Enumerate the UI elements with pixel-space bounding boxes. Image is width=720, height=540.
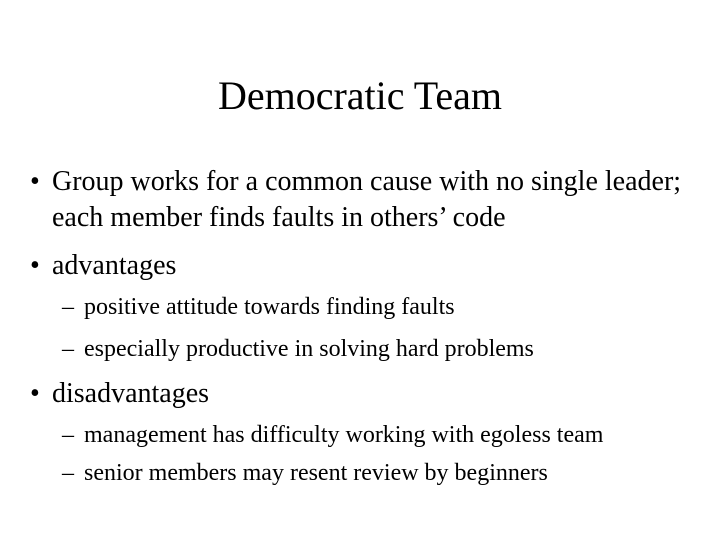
bullet-glyph: • [30, 378, 40, 409]
sub-item-management-difficulty [62, 420, 702, 450]
bullet-glyph: • [30, 166, 40, 197]
sub-item-text: management has difficulty working with egoless team [84, 422, 604, 448]
dash-glyph: – [62, 336, 74, 362]
dash-glyph: – [62, 294, 74, 320]
bullet-item-disadvantages [30, 376, 700, 412]
slide-title: Democratic Team [217, 73, 503, 118]
bullet-item-advantages [30, 248, 700, 284]
bullet-text: advantages [52, 250, 177, 281]
bullet-glyph: • [30, 250, 40, 281]
sub-item-text: positive attitude towards finding faults [84, 294, 455, 320]
sub-item-senior-members [62, 458, 702, 488]
sub-item-positive-attitude [62, 292, 702, 322]
sub-item-text: especially productive in solving hard problems [84, 336, 534, 362]
dash-glyph: – [62, 460, 74, 486]
bullet-item-group-works [30, 164, 700, 236]
sub-item-text: senior members may resent review by beginners [84, 460, 548, 486]
dash-glyph: – [62, 422, 74, 448]
bullet-text: Group works for a common cause with no single leader; each member finds faults in others’ code [52, 166, 682, 233]
sub-item-especially-productive [62, 334, 702, 364]
bullet-text: disadvantages [52, 378, 210, 409]
